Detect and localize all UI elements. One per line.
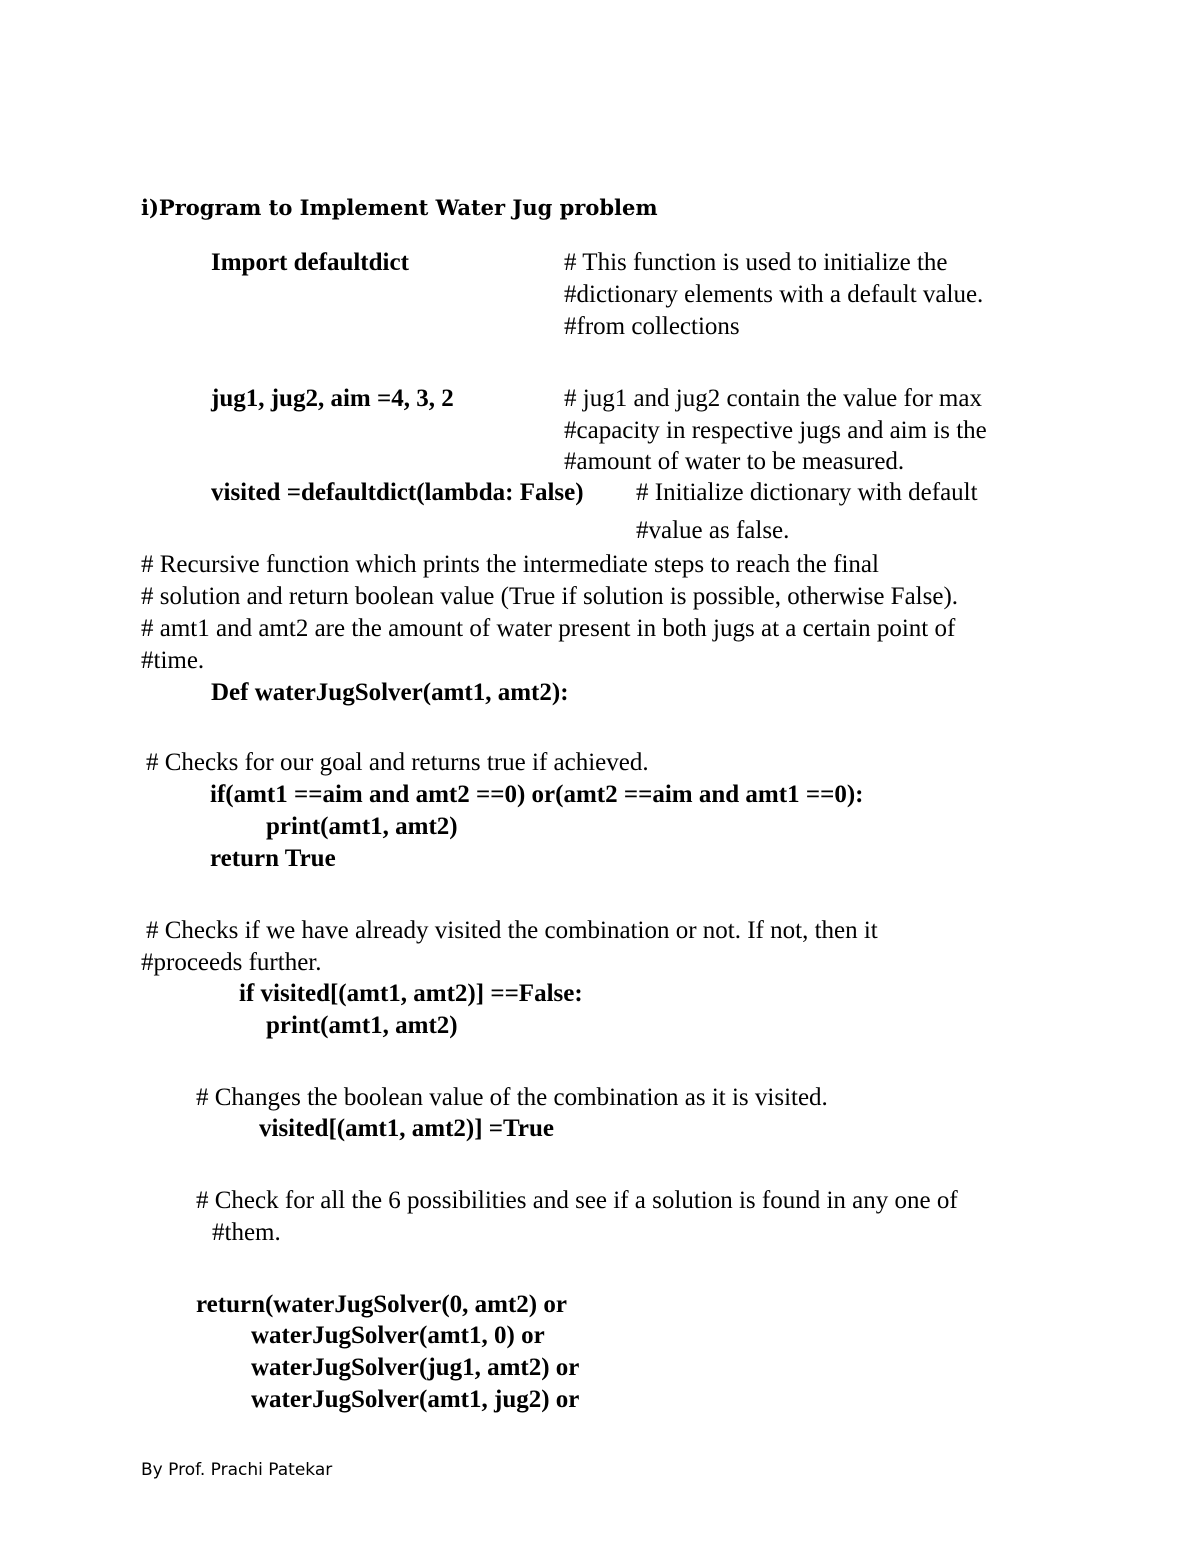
jug-comment-line-1: # jug1 and jug2 contain the value for max [564, 385, 982, 412]
return-line-4: waterJugSolver(amt1, jug2) or [251, 1386, 580, 1413]
return-true-line: return True [210, 845, 336, 872]
visited-comment-line-1: # Initialize dictionary with default [636, 479, 978, 506]
recursive-comment-line-4: #time. [141, 647, 205, 674]
return-line-1: return(waterJugSolver(0, amt2) or [196, 1291, 567, 1318]
change-comment: # Changes the boolean value of the combination as it is visited. [196, 1084, 828, 1111]
if-goal-line: if(amt1 ==aim and amt2 ==0) or(amt2 ==aim and amt1 ==0): [210, 781, 864, 808]
print-line-1: print(amt1, amt2) [266, 813, 458, 840]
import-code: Import defaultdict [211, 249, 409, 276]
def-line: Def waterJugSolver(amt1, amt2): [211, 679, 569, 706]
possibilities-comment-line-1: # Check for all the 6 possibilities and see if a solution is found in any one of [196, 1187, 958, 1214]
recursive-comment-line-3: # amt1 and amt2 are the amount of water present in both jugs at a certain point of [141, 615, 956, 642]
footer-author: By Prof. Prachi Patekar [141, 1460, 333, 1480]
if-visited-line: if visited[(amt1, amt2)] ==False: [239, 980, 583, 1007]
print-line-2: print(amt1, amt2) [266, 1012, 458, 1039]
recursive-comment-line-2: # solution and return boolean value (True if solution is possible, otherwise False). [141, 583, 959, 610]
import-comment-line-2: #dictionary elements with a default value. [564, 281, 984, 308]
import-comment-line-3: #from collections [564, 313, 740, 340]
page-title: i)Program to Implement Water Jug problem [141, 195, 658, 220]
goal-comment: # Checks for our goal and returns true if achieved. [146, 749, 649, 776]
jug-comment-line-2: #capacity in respective jugs and aim is the [564, 417, 987, 444]
recursive-comment-line-1: # Recursive function which prints the intermediate steps to reach the final [141, 551, 879, 578]
import-comment-line-1: # This function is used to initialize the [564, 249, 948, 276]
visited-comment-line-2: #value as false. [636, 517, 790, 544]
visited-check-comment-line-1: # Checks if we have already visited the combination or not. If not, then it [146, 917, 878, 944]
return-line-2: waterJugSolver(amt1, 0) or [251, 1322, 545, 1349]
visited-true-line: visited[(amt1, amt2)] =True [259, 1115, 554, 1142]
jug-comment-line-3: #amount of water to be measured. [564, 448, 905, 475]
possibilities-comment-line-2: #them. [212, 1219, 281, 1246]
visited-check-comment-line-2: #proceeds further. [141, 949, 322, 976]
return-line-3: waterJugSolver(jug1, amt2) or [251, 1354, 580, 1381]
visited-code: visited =defaultdict(lambda: False) [211, 479, 584, 506]
jug-code: jug1, jug2, aim =4, 3, 2 [211, 385, 454, 412]
